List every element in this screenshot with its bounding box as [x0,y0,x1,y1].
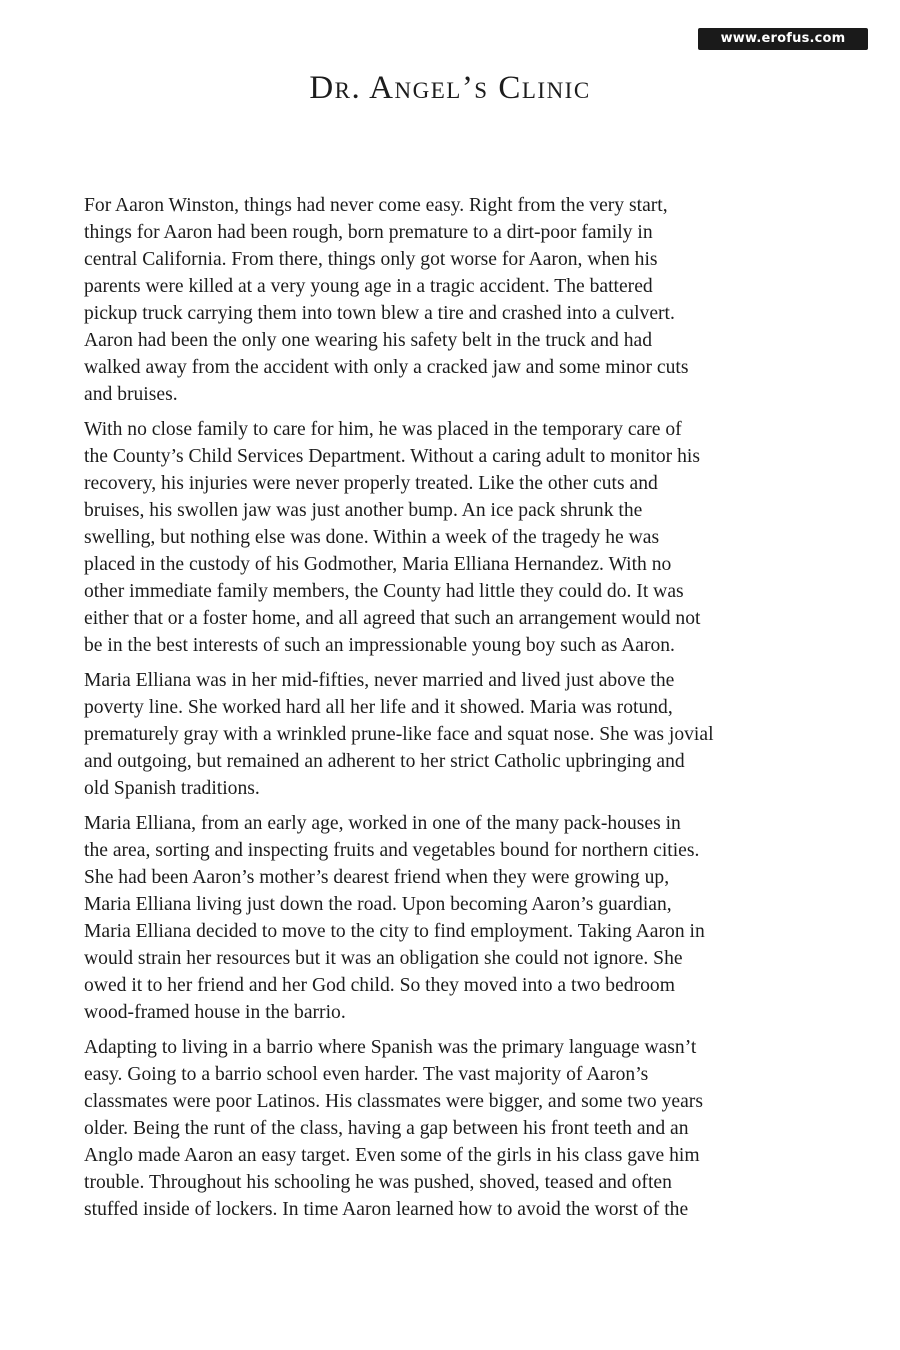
watermark-label: www.erofus.com [698,28,868,50]
text-line: prematurely gray with a wrinkled prune-like face and squat nose. She was jovial [84,724,714,745]
text-line: trouble. Throughout his schooling he was pushed, shoved, teased and often [84,1172,672,1193]
text-line: Aaron had been the only one wearing his safety belt in the truck and had [84,330,653,351]
text-line: walked away from the accident with only a cracked jaw and some minor cuts [84,357,689,378]
paragraph [76,192,831,408]
text-line: the County’s Child Services Department. Without a caring adult to monitor his [84,446,700,467]
text-line: would strain her resources but it was an obligation she could not ignore. She [84,948,683,969]
text-line: recovery, his injuries were never properly treated. Like the other cuts and [84,473,658,494]
text-line: either that or a foster home, and all agreed that such an arrangement would not [84,608,701,629]
text-line: be in the best interests of such an impressionable young boy such as Aaron. [84,635,675,656]
text-line: Anglo made Aaron an easy target. Even some of the girls in his class gave him [84,1145,700,1166]
text-line: pickup truck carrying them into town blew a tire and crashed into a culvert. [84,303,675,324]
text-line: Maria Elliana decided to move to the city to find employment. Taking Aaron in [84,921,705,942]
text-line: Maria Elliana living just down the road. Upon becoming Aaron’s guardian, [84,894,672,915]
text-line: easy. Going to a barrio school even harder. The vast majority of Aaron’s [84,1064,649,1085]
text-line: older. Being the runt of the class, having a gap between his front teeth and an [84,1118,689,1139]
text-line: the area, sorting and inspecting fruits and vegetables bound for northern cities. [84,840,700,861]
body-text [76,192,831,1231]
text-line: stuffed inside of lockers. In time Aaron learned how to avoid the worst of the [84,1199,689,1220]
text-line: Maria Elliana, from an early age, worked in one of the many pack-houses in [84,813,681,834]
paragraph [76,810,831,1026]
text-line: parents were killed at a very young age in a tragic accident. The battered [84,276,653,297]
text-line: and bruises. [84,384,178,405]
text-line: For Aaron Winston, things had never come easy. Right from the very start, [84,195,668,216]
text-line: owed it to her friend and her God child. So they moved into a two bedroom [84,975,675,996]
text-line: bruises, his swollen jaw was just another bump. An ice pack shrunk the [84,500,643,521]
text-line: With no close family to care for him, he was placed in the temporary care of [84,419,682,440]
text-line: Maria Elliana was in her mid-fifties, never married and lived just above the [84,670,675,691]
text-line: poverty line. She worked hard all her life and it showed. Maria was rotund, [84,697,673,718]
text-line: wood-framed house in the barrio. [84,1002,346,1023]
text-line: central California. From there, things only got worse for Aaron, when his [84,249,658,270]
paragraph [76,1034,831,1223]
text-line: other immediate family members, the County had little they could do. It was [84,581,684,602]
paragraph [76,667,831,802]
text-line: She had been Aaron’s mother’s dearest friend when they were growing up, [84,867,670,888]
text-line: and outgoing, but remained an adherent to her strict Catholic upbringing and [84,751,685,772]
text-line: Adapting to living in a barrio where Spanish was the primary language wasn’t [84,1037,697,1058]
text-line: classmates were poor Latinos. His classmates were bigger, and some two years [84,1091,703,1112]
text-line: old Spanish traditions. [84,778,260,799]
text-line: swelling, but nothing else was done. Within a week of the tragedy he was [84,527,660,548]
text-line: placed in the custody of his Godmother, Maria Elliana Hernandez. With no [84,554,672,575]
paragraph [76,416,831,659]
text-line: things for Aaron had been rough, born premature to a dirt-poor family in [84,222,653,243]
page-title: Dr. Angel’s Clinic [309,70,591,106]
